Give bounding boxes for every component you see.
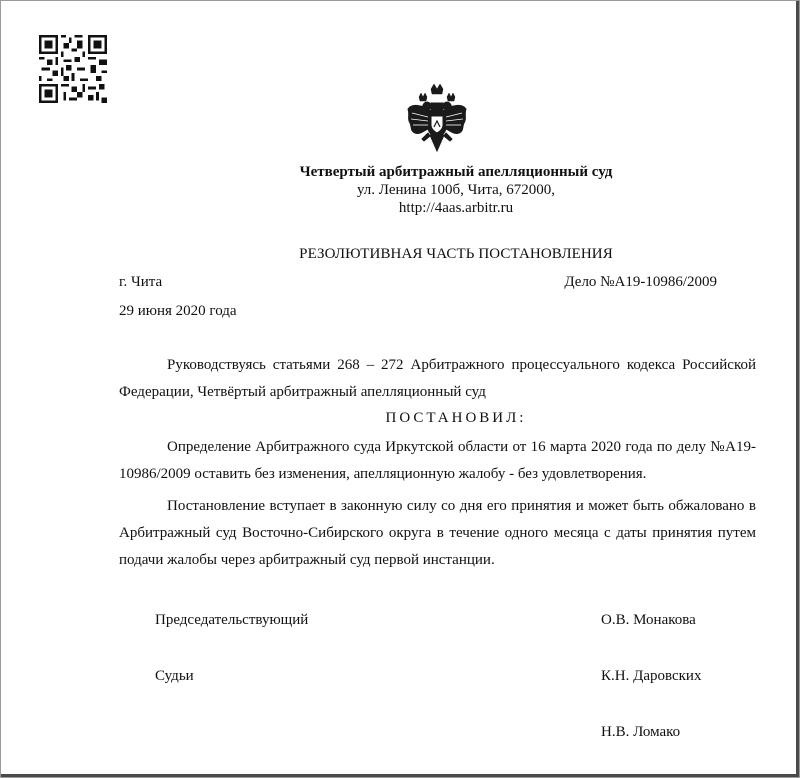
russian-coat-of-arms-icon	[404, 81, 470, 153]
qr-code-icon	[39, 35, 107, 103]
court-website: http://4aas.arbitr.ru	[398, 200, 514, 216]
court-address: ул. Ленина 100б, Чита, 672000,	[356, 182, 556, 198]
decision-text: Определение Арбитражного суда Иркутской области от 16 марта 2020 года по делу №А19-10986/2009 оставить без изменения, апелляционную жалобу - без удовлетворения.	[119, 439, 756, 482]
preamble-paragraph	[119, 352, 756, 406]
ruled-heading: ПОСТАНОВИЛ:	[385, 410, 527, 426]
presiding-label: Председательствующий	[155, 612, 309, 628]
judges-label: Судьи	[155, 668, 194, 684]
judge-name-1: К.Н. Даровских	[601, 668, 702, 684]
document-city: г. Чита	[119, 274, 163, 290]
case-number: Дело №А19-10986/2009	[564, 274, 717, 290]
effect-text: Постановление вступает в законную силу со дня его принятия и может быть обжаловано в Арбитражный суд Восточно-Сибирского округа в течение одного месяца с даты принятия путем подачи жалобы через арбитражный суд первой инстанции.	[119, 498, 756, 568]
document-title: РЕЗОЛЮТИВНАЯ ЧАСТЬ ПОСТАНОВЛЕНИЯ	[299, 246, 613, 262]
presiding-name: О.В. Монакова	[601, 612, 696, 628]
judge-name-2: Н.В. Ломако	[601, 724, 681, 740]
decision-paragraph	[119, 434, 756, 488]
document-date: 29 июня 2020 года	[119, 303, 237, 319]
preamble-text: Руководствуясь статьями 268 – 272 Арбитражного процессуального кодекса Российской Федерации, Четвёртый арбитражный апелляционный суд	[119, 357, 756, 400]
court-name: Четвертый арбитражный апелляционный суд	[299, 164, 613, 180]
effect-paragraph	[119, 493, 756, 574]
